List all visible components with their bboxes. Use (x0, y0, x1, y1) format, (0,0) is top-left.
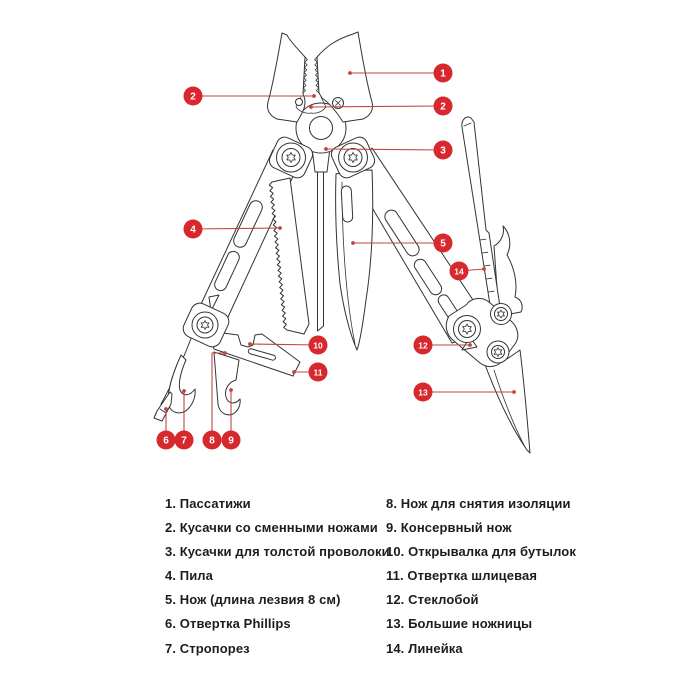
callout-number: 5 (440, 238, 446, 250)
legend-item-number: 14. (386, 640, 405, 656)
cutter-insert-hole (296, 99, 303, 106)
bottom-left-tools (154, 300, 300, 421)
phillips-screwdriver-tip (154, 392, 172, 421)
legend-item-number: 7. (165, 640, 177, 656)
legend-item-number: 1. (165, 496, 177, 511)
can-opener (214, 352, 240, 415)
legend-item-label: Стропорез (179, 640, 250, 656)
flat-tool-post (318, 171, 324, 331)
legend-column-left (165, 492, 390, 661)
legend-item-number: 9. (386, 520, 398, 536)
ruler-arm (462, 117, 500, 311)
legend-item (386, 588, 576, 612)
callout-number: 10 (313, 340, 323, 351)
callout-target-dot (164, 407, 168, 411)
callout-target-dot (468, 343, 472, 347)
legend-item-label: Консервный нож (400, 520, 512, 536)
legend-item (165, 612, 390, 636)
callout-target-dot (482, 267, 486, 271)
legend-item-label: Большие ножницы (408, 616, 533, 632)
legend-item-label: Линейка (408, 640, 463, 656)
callout-target-dot (278, 226, 282, 230)
legend-item (165, 588, 390, 612)
callout-target-dot (248, 342, 252, 346)
callout-target-dot (351, 241, 355, 245)
callout-target-dot (223, 351, 227, 355)
legend-item (386, 612, 576, 636)
legend-item-label: Открывалка для бутылок (408, 544, 576, 560)
callout-number: 2 (190, 91, 196, 103)
callout-number: 3 (440, 145, 446, 157)
callout-number: 14 (454, 266, 464, 277)
callout-number: 9 (228, 435, 234, 447)
callout-number: 7 (181, 435, 187, 447)
legend-item (386, 540, 576, 564)
callout-target-dot (512, 390, 516, 394)
callout-target-dot (309, 105, 313, 109)
ruler-arm-group (462, 117, 522, 316)
callout-number: 4 (190, 224, 196, 236)
legend-item (165, 492, 390, 516)
callout-number: 6 (163, 435, 169, 447)
legend-item-number: 10. (386, 544, 405, 560)
legend-item-number: 8. (386, 496, 398, 511)
callout-target-dot (312, 94, 316, 98)
center-tools (269, 170, 372, 350)
strap-cutter (168, 355, 195, 413)
legend-item-number: 13. (386, 616, 405, 632)
legend-item-label: Отвертка шлицевая (407, 568, 538, 584)
legend-item-label: Нож для снятия изоляции (400, 496, 571, 511)
legend-item (386, 637, 576, 661)
legend-item-label: Пассатижи (179, 496, 251, 511)
callout-number: 2 (440, 101, 446, 113)
callout-target-dot (348, 71, 352, 75)
legend-item (386, 564, 576, 588)
legend-item-label: Кусачки со сменными ножами (179, 520, 378, 536)
legend-item-number: 4. (165, 568, 177, 584)
legend-item-label: Нож (длина лезвия 8 см) (179, 592, 341, 608)
legend-column-right (386, 492, 576, 661)
saw-blade (269, 178, 309, 334)
callout-number: 13 (418, 387, 428, 398)
legend-item (386, 492, 576, 516)
callout-target-dot (324, 147, 328, 151)
knife-nail-slot (341, 186, 353, 222)
callout-target-dot (229, 388, 233, 392)
legend-item (165, 564, 390, 588)
legend-item-number: 2. (165, 520, 177, 536)
legend-item-number: 6. (165, 616, 177, 632)
legend-item-number: 12. (386, 592, 405, 608)
legend-item-label: Пила (179, 568, 213, 584)
scissors (446, 298, 530, 453)
legend-item (165, 516, 390, 540)
pliers-left-jaw (267, 33, 305, 122)
callout-number: 11 (313, 367, 323, 378)
callout-number: 8 (209, 435, 215, 447)
callout-number: 1 (440, 68, 446, 80)
legend-item-label: Отвертка Phillips (179, 616, 291, 632)
legend-item-label: Кусачки для толстой проволоки (179, 544, 390, 560)
callout-target-dot (292, 370, 296, 374)
legend-item-number: 3. (165, 544, 177, 560)
legend-item (165, 540, 390, 564)
callout-target-dot (182, 389, 186, 393)
legend-item (386, 516, 576, 540)
legend-item-number: 5. (165, 592, 177, 608)
legend-item-number: 11. (386, 568, 404, 584)
pliers-boss-hole (310, 117, 333, 140)
callout-number: 12 (418, 340, 428, 351)
legend-item (165, 637, 390, 661)
legend-item-label: Стеклобой (408, 592, 479, 608)
legend (0, 492, 700, 672)
